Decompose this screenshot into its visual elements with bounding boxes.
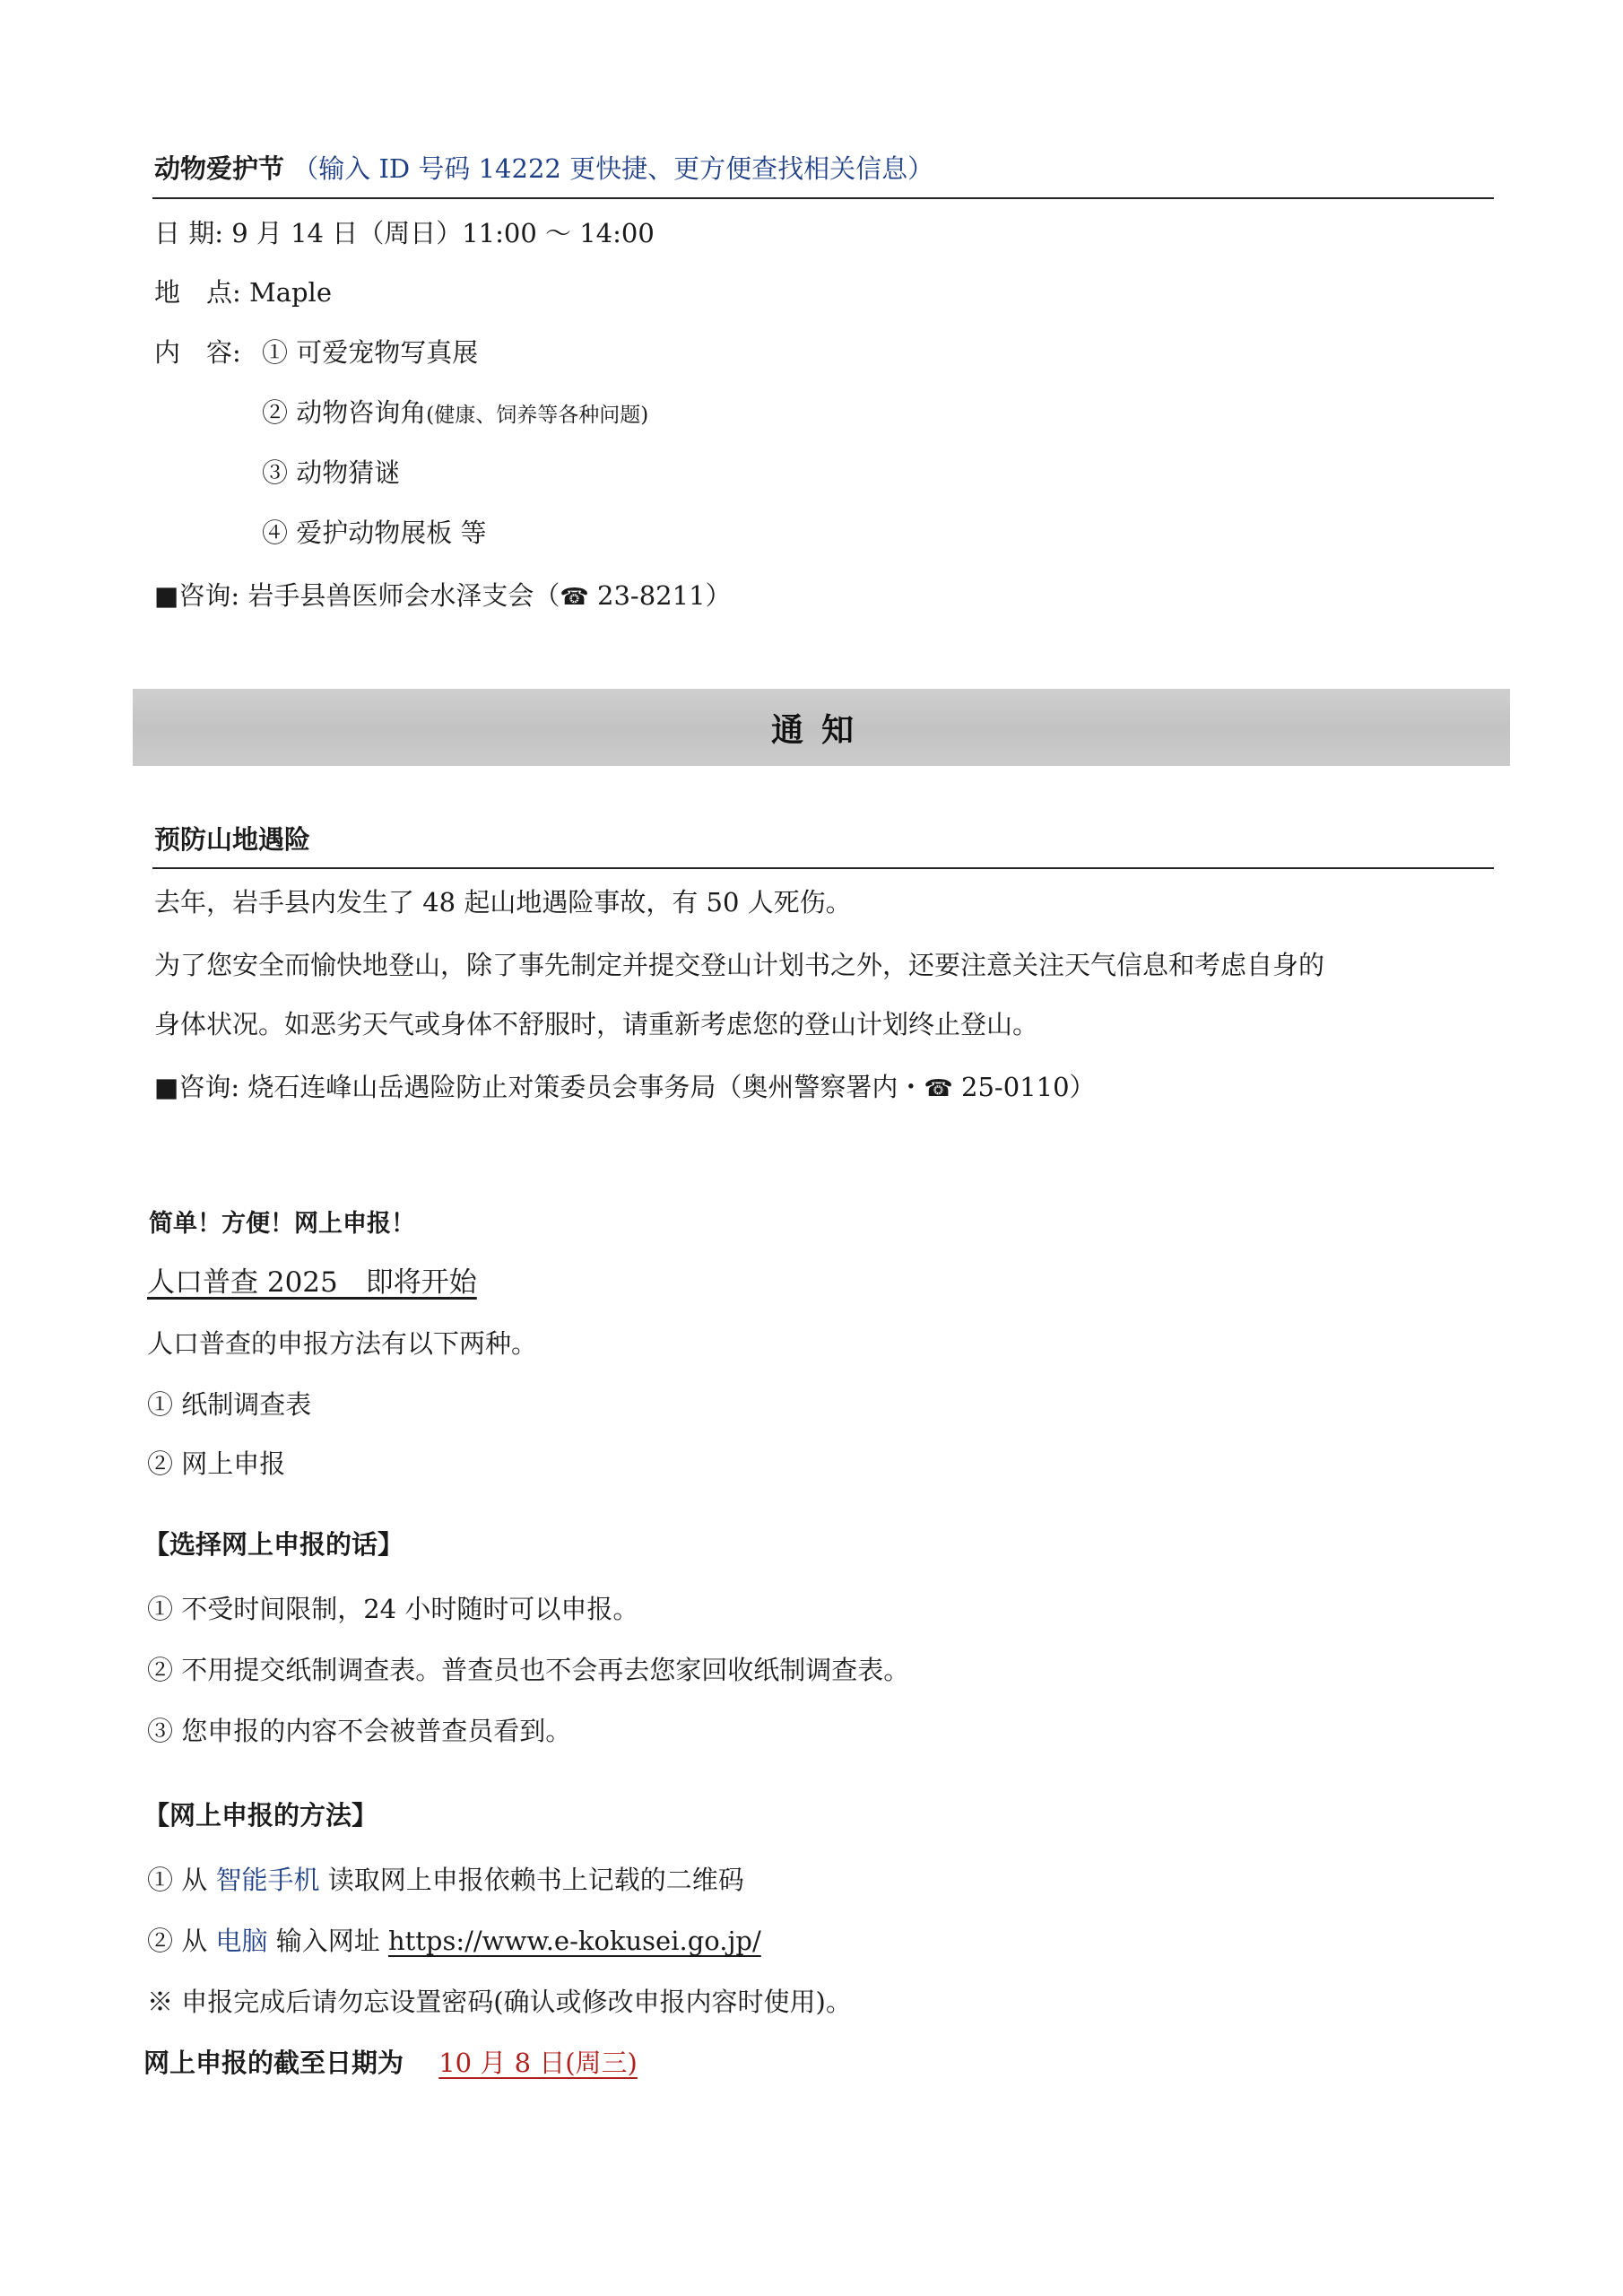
census-url-link[interactable]: https://www.e-kokusei.go.jp/	[387, 1926, 761, 1956]
item-number: ④	[262, 517, 289, 548]
census-intro: 人口普查的申报方法有以下两种。	[147, 1328, 538, 1359]
place-value: Maple	[249, 277, 332, 308]
computer-label: 电脑	[215, 1926, 268, 1956]
item-number: ②	[262, 397, 289, 428]
phone-icon: ☎	[560, 584, 589, 611]
mountain-rule	[152, 867, 1494, 869]
contact-prefix: ■咨询:	[154, 580, 240, 611]
from-label: 从	[181, 1926, 208, 1956]
item-number: ③	[147, 1716, 174, 1746]
contact-phone: 23-8211）	[597, 580, 732, 611]
item-number: ②	[147, 1448, 174, 1479]
deadline-value: 10 月 8 日(周三)	[438, 2048, 638, 2078]
deadline	[143, 2045, 638, 2081]
item-number: ①	[147, 1865, 174, 1895]
item-note: (健康、饲养等各种问题)	[426, 404, 649, 427]
contact-org: 烧石连峰山岳遇险防止对策委员会事务局（奥州警察署内・	[247, 1072, 924, 1102]
mountain-contact	[154, 1069, 1096, 1107]
item-number: ①	[147, 1389, 174, 1420]
step-text: 输入网址	[275, 1926, 380, 1956]
password-note: ※ 申报完成后请勿忘设置密码(确认或修改申报内容时使用)。	[147, 1987, 852, 2017]
deadline-label: 网上申报的截至日期为	[143, 2048, 404, 2078]
contact-phone: 25-0110）	[961, 1072, 1096, 1102]
how-heading: 【网上申报的方法】	[143, 1800, 378, 1831]
item-text: 动物猜谜	[296, 457, 401, 488]
step-text: 读取网上申报依赖书上记载的二维码	[327, 1865, 744, 1895]
from-label: 从	[181, 1865, 208, 1895]
item-text: 可爱宠物写真展	[296, 337, 479, 368]
date-label: 日 期:	[154, 218, 223, 248]
content-item	[262, 335, 478, 370]
notice-banner-title: 通知	[770, 711, 872, 749]
benefit-item	[147, 1591, 638, 1627]
content-item	[262, 515, 486, 551]
item-number: ①	[147, 1594, 174, 1624]
online-heading: 【选择网上申报的话】	[143, 1529, 404, 1560]
mountain-line-3: 身体状况。如恶劣天气或身体不舒服时，请重新考虑您的登山计划终止登山。	[154, 1009, 1039, 1039]
contact-org: 岩手县兽医师会水泽支会（	[247, 580, 560, 611]
animal-day-place	[154, 274, 332, 310]
mountain-line-2: 为了您安全而愉快地登山，除了事先制定并提交登山计划书之外，还要注意关注天气信息和考虑自身的	[154, 950, 1325, 980]
item-text: 不用提交纸制调查表。普查员也不会再去您家回收纸制调查表。	[181, 1655, 910, 1685]
smartphone-label: 智能手机	[215, 1865, 320, 1895]
item-text: 纸制调查表	[181, 1389, 312, 1420]
census-title: 人口普查 2025 即将开始	[147, 1266, 477, 1299]
item-text: 网上申报	[181, 1448, 286, 1479]
content-item	[262, 455, 400, 491]
animal-day-id-note: （输入 ID 号码 14222 更快捷、更方便查找相关信息）	[292, 153, 934, 184]
phone-icon: ☎	[924, 1075, 953, 1102]
item-text: 您申报的内容不会被普查员看到。	[181, 1716, 572, 1746]
animal-day-heading	[154, 151, 933, 187]
benefit-item	[147, 1652, 909, 1688]
date-value: 9 月 14 日（周日）11:00 ～ 14:00	[231, 218, 655, 248]
animal-day-title: 动物爱护节	[154, 153, 285, 184]
animal-day-content-label: 内 容:	[154, 337, 241, 368]
mountain-title: 预防山地遇险	[154, 824, 311, 855]
item-number: ②	[147, 1926, 174, 1956]
item-text: 不受时间限制，24 小时随时可以申报。	[181, 1594, 639, 1624]
how-step-smartphone	[147, 1862, 744, 1898]
animal-day-contact	[154, 578, 732, 615]
item-number: ③	[262, 457, 289, 488]
item-number: ②	[147, 1655, 174, 1685]
content-item	[262, 395, 648, 433]
animal-day-rule	[152, 197, 1494, 199]
place-label: 地 点:	[154, 277, 241, 308]
census-lead: 简单！方便！网上申报！	[149, 1210, 415, 1238]
notice-banner	[133, 689, 1510, 766]
method-item	[147, 1387, 311, 1422]
animal-day-date	[154, 215, 655, 251]
item-text: 爱护动物展板 等	[296, 517, 487, 548]
item-text: 动物咨询角	[296, 397, 427, 428]
method-item	[147, 1446, 285, 1482]
benefit-item	[147, 1713, 571, 1749]
item-number: ①	[262, 337, 289, 368]
mountain-line-1: 去年，岩手县内发生了 48 起山地遇险事故，有 50 人死伤。	[154, 887, 852, 918]
how-step-computer	[147, 1923, 761, 1959]
contact-prefix: ■咨询:	[154, 1072, 240, 1102]
